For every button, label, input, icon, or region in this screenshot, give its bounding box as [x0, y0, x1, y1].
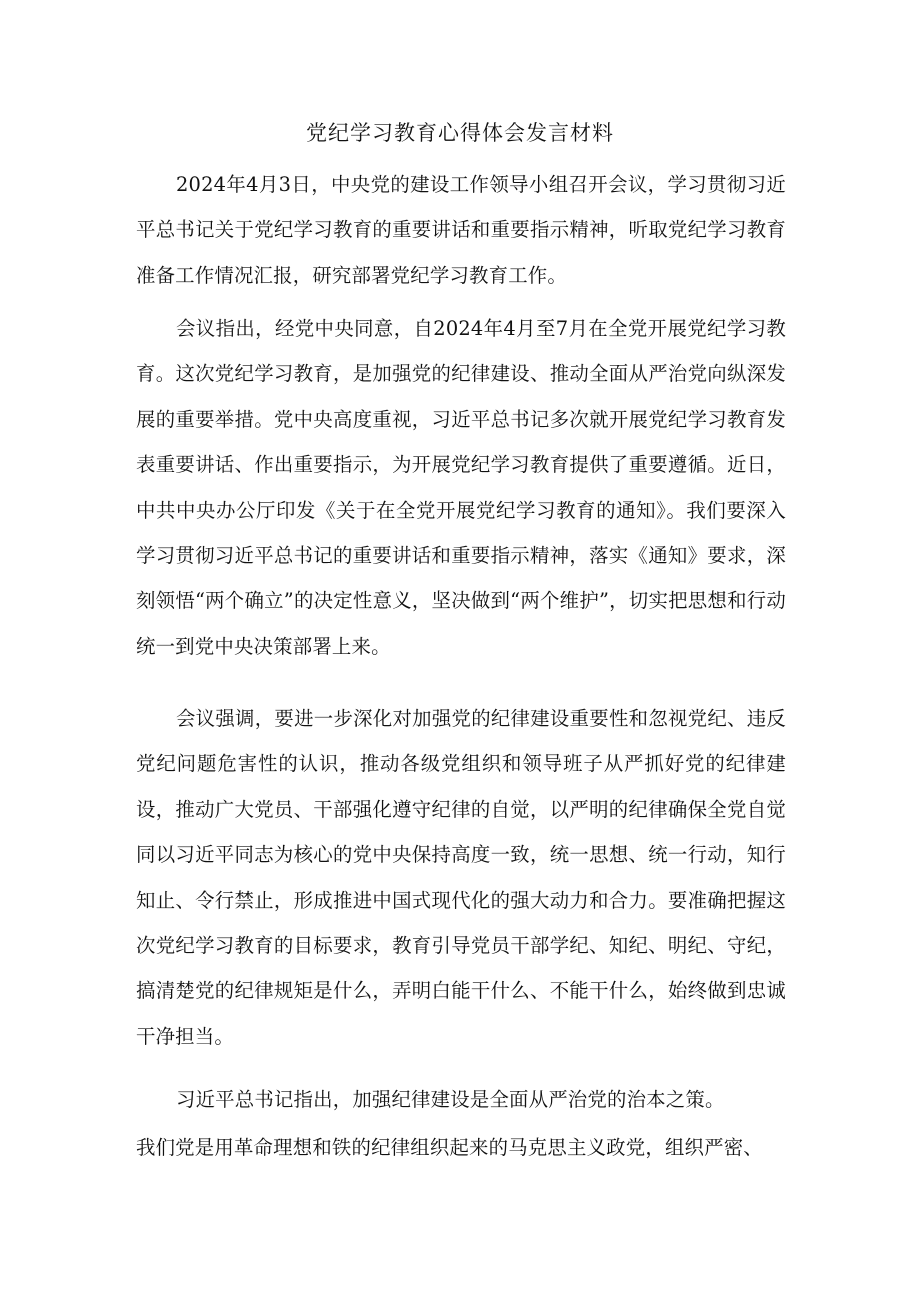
paragraph-1: 2024年4月3日，中央党的建设工作领导小组召开会议，学习贯彻习近平总书记关于党纪学习教育的重要讲话和重要指示精神，听取党纪学习教育准备工作情况汇报，研究部署党纪学习教育工作。 [136, 173, 786, 287]
paragraph-3: 会议强调，要进一步深化对加强党的纪律建设重要性和忽视党纪、违反党纪问题危害性的认识，推动各级党组织和领导班子从严抓好党的纪律建设，推动广大党员、干部强化遵守纪律的自觉，以严明的纪律确保全党自觉同以习近平同志为核心的党中央保持高度一致，统一思想、统一行动，知行知止、令行禁止，形成推进中国式现代化的强大动力和合力。要准确把握这次党纪学习教育的目标要求，教育引导党员干部学纪、知纪、明纪、守纪，搞清楚党的纪律规矩是什么，弄明白能干什么、不能干什么，始终做到忠诚干净担当。 [136, 707, 786, 1048]
paragraph-5: 我们党是用革命理想和铁的纪律组织起来的马克思主义政党，组织严密、 [136, 1136, 763, 1159]
paragraph-4: 习近平总书记指出，加强纪律建设是全面从严治党的治本之策。 [176, 1088, 725, 1111]
paragraph-2: 会议指出，经党中央同意，自2024年4月至7月在全党开展党纪学习教育。这次党纪学习教育，是加强党的纪律建设、推动全面从严治党向纵深发展的重要举措。党中央高度重视，习近平总书记多次就开展党纪学习教育发表重要讲话、作出重要指示，为开展党纪学习教育提供了重要遵循。近日，中共中央办公厅印发《关于在全党开展党纪学习教育的通知》。我们要深入学习贯彻习近平总书记的重要讲话和重要指示精神，落实《通知》要求，深刻领悟“两个确立”的决定性意义，坚决做到“两个维护”，切实把思想和行动统一到党中央决策部署上来。 [136, 317, 786, 658]
document-title: 党纪学习教育心得体会发言材料 [306, 121, 614, 145]
